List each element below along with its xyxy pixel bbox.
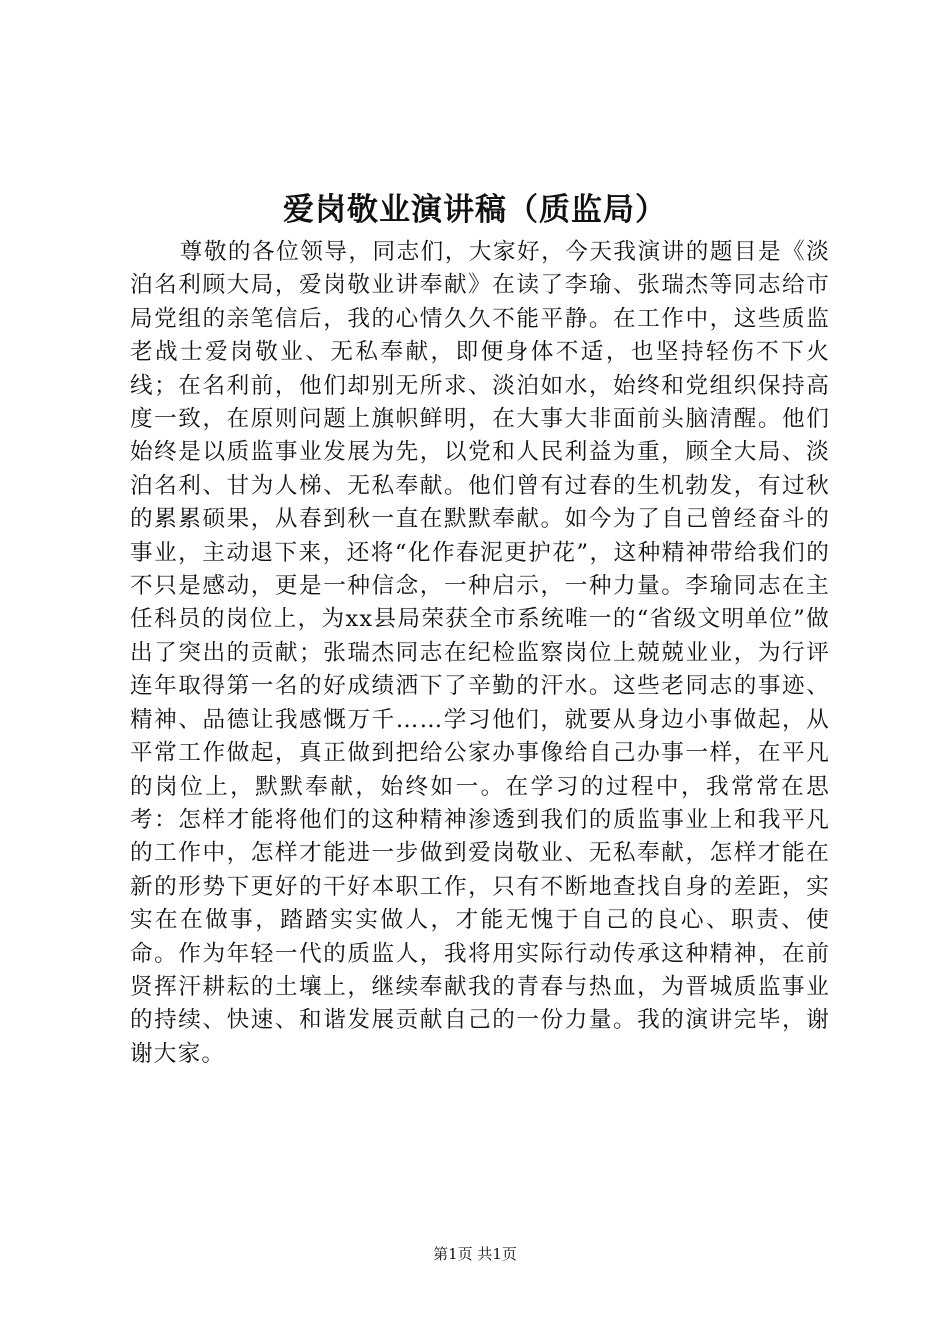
document-title: 爱岗敬业演讲稿（质监局） bbox=[283, 192, 667, 228]
document-body-paragraph: 尊敬的各位领导，同志们，大家好，今天我演讲的题目是《淡泊名利顾大局，爱岗敬业讲奉献》在读了李瑜、张瑞杰等同志给市局党组的亲笔信后，我的心情久久不能平静。在工作中，这些质监老战士爱岗敬业、无私奉献，即便身体不适，也坚持轻伤不下火线；在名利前，他们却别无所求、淡泊如水，始终和党组织保持高度一致，在原则问题上旗帜鲜明，在大事大非面前头脑清醒。他们始终是以质监事业发展为先，以党和人民利益为重，顾全大局、淡泊名利、甘为人梯、无私奉献。他们曾有过春的生机勃发，有过秋的累累硕果，从春到秋一直在默默奉献。如今为了自己曾经奋斗的事业，主动退下来，还将“化作春泥更护花”，这种精神带给我们的不只是感动，更是一种信念，一种启示，一种力量。李瑜同志在主任科员的岗位上，为xx县局荣获全市系统唯一的“省级文明单位”做出了突出的贡献；张瑞杰同志在纪检监察岗位上兢兢业业，为行评连年取得第一名的好成绩洒下了辛勤的汗水。这些老同志的事迹、精神、品德让我感慨万千……学习他们，就要从身边小事做起，从平常工作做起，真正做到把给公家办事像给自己办事一样，在平凡的岗位上，默默奉献，始终如一。在学习的过程中，我常常在思考：怎样才能将他们的这种精神渗透到我们的质监事业上和我平凡的工作中，怎样才能进一步做到爱岗敬业、无私奉献，怎样才能在新的形势下更好的干好本职工作，只有不断地查找自身的差距，实实在在做事，踏踏实实做人，才能无愧于自己的良心、职责、使命。作为年轻一代的质监人，我将用实际行动传承这种精神，在前贤挥汗耕耘的土壤上，继续奉献我的青春与热血，为晋城质监事业的持续、快速、和谐发展贡献自己的一份力量。我的演讲完毕，谢谢大家。 bbox=[130, 239, 830, 1067]
page-footer: 第1页 共1页 bbox=[433, 1245, 517, 1263]
